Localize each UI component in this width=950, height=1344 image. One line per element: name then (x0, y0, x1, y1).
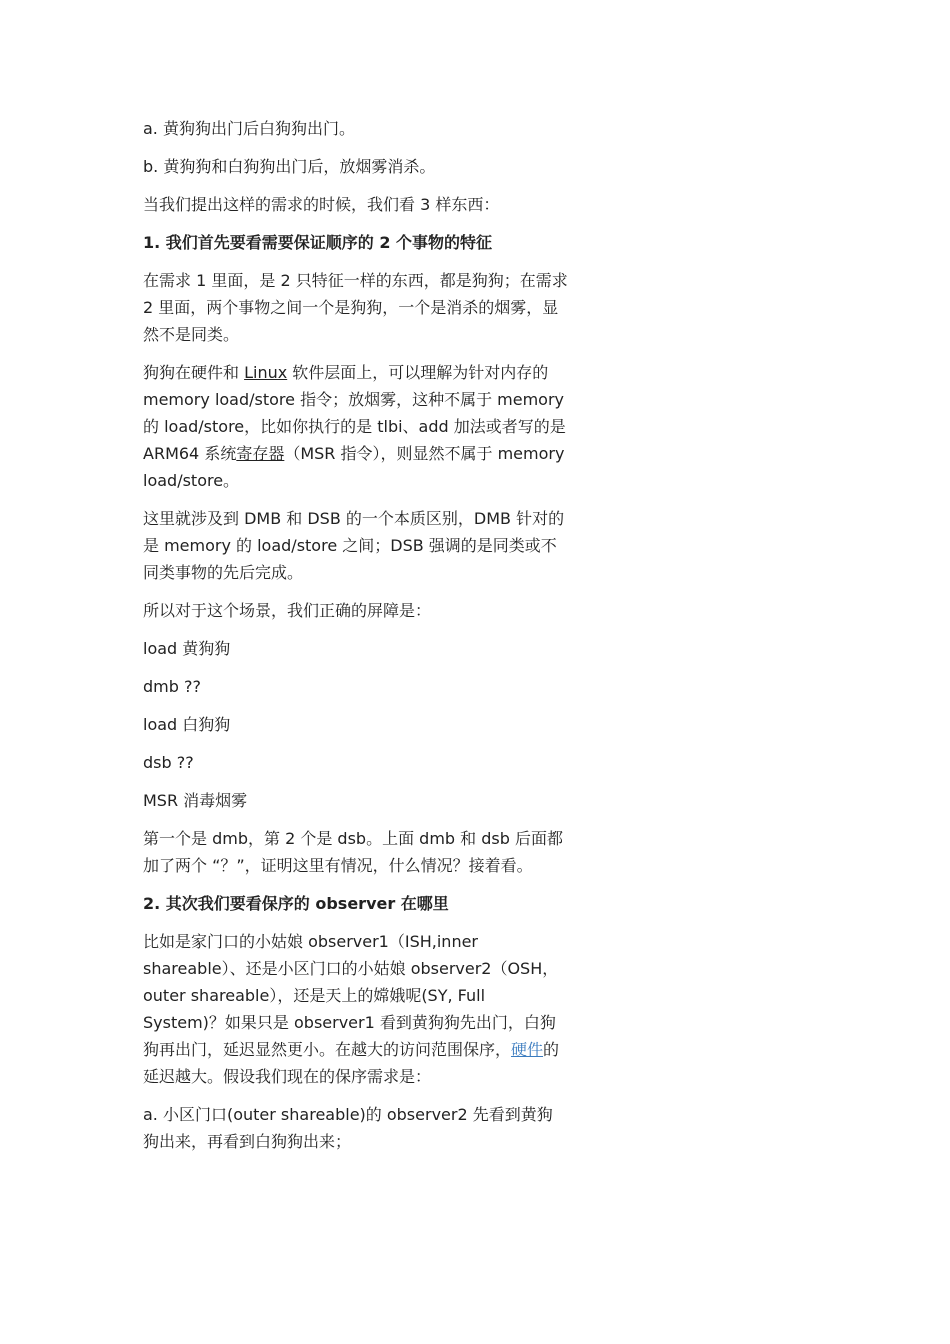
text-segment: 比如是家门口的小姑娘 observer1（ISH,inner shareable）、还是小区门口的小姑娘 observer2（OSH，outer shareable），还是天上的嫦娥呢(SY, Full System)？如果只是 observer1 看到黄狗狗先出门，白狗狗再出门，延迟显然更小。在越大的访问范围保序， (143, 932, 559, 1059)
section-heading-2: 2. 其次我们要看保序的 observer 在哪里 (143, 894, 449, 913)
paragraph-requirement-b: b. 黄狗狗和白狗狗出门后，放烟雾消杀。 (143, 157, 436, 176)
code-line-msr: MSR 消毒烟雾 (143, 791, 248, 810)
code-line-dsb: dsb ?? (143, 753, 194, 772)
code-line-load-white: load 白狗狗 (143, 715, 231, 734)
linux-link[interactable]: Linux (244, 363, 288, 382)
hardware-link[interactable]: 硬件 (511, 1040, 544, 1059)
paragraph-barrier-explain: 第一个是 dmb，第 2 个是 dsb。上面 dmb 和 dsb 后面都加了两个 “？”，证明这里有情况，什么情况？接着看。 (143, 829, 563, 875)
code-line-load-yellow: load 黄狗狗 (143, 639, 231, 658)
article-body (143, 115, 568, 1166)
paragraph-barrier-intro: 所以对于这个场景，我们正确的屏障是： (143, 601, 432, 620)
text-segment: 的延迟越大。假设我们现在的保序需求是： (143, 1040, 560, 1086)
paragraph-requirement-a: a. 黄狗狗出门后白狗狗出门。 (143, 119, 355, 138)
paragraph-intro: 当我们提出这样的需求的时候，我们看 3 样东西： (143, 195, 500, 214)
text-segment: 狗狗在硬件和 (143, 363, 245, 382)
register-link[interactable]: 寄存器 (236, 444, 285, 463)
text-segment: 软件层面上，可以理解为针对内存的 memory load/store 指令；放烟雾，这种不属于 memory 的 load/store，比如你执行的是 tlbi、add 加法或者写的是 ARM64 系统 (143, 363, 566, 463)
text-segment: （MSR 指令），则显然不属于 memory load/store。 (143, 444, 565, 490)
paragraph-observer (143, 928, 568, 1090)
code-line-dmb: dmb ?? (143, 677, 201, 696)
paragraph-dmb-dsb-difference: 这里就涉及到 DMB 和 DSB 的一个本质区别，DMB 针对的是 memory 的 load/store 之间；DSB 强调的是同类或不同类事物的先后完成。 (143, 509, 565, 582)
paragraph-hardware-software (143, 359, 568, 494)
paragraph-feature-compare: 在需求 1 里面，是 2 只特征一样的东西，都是狗狗；在需求 2 里面，两个事物之间一个是狗狗，一个是消杀的烟雾，显然不是同类。 (143, 271, 568, 344)
paragraph-ordering-requirement-a: a. 小区门口(outer shareable)的 observer2 先看到黄狗狗出来，再看到白狗狗出来； (143, 1105, 553, 1151)
section-heading-1: 1. 我们首先要看需要保证顺序的 2 个事物的特征 (143, 233, 493, 252)
